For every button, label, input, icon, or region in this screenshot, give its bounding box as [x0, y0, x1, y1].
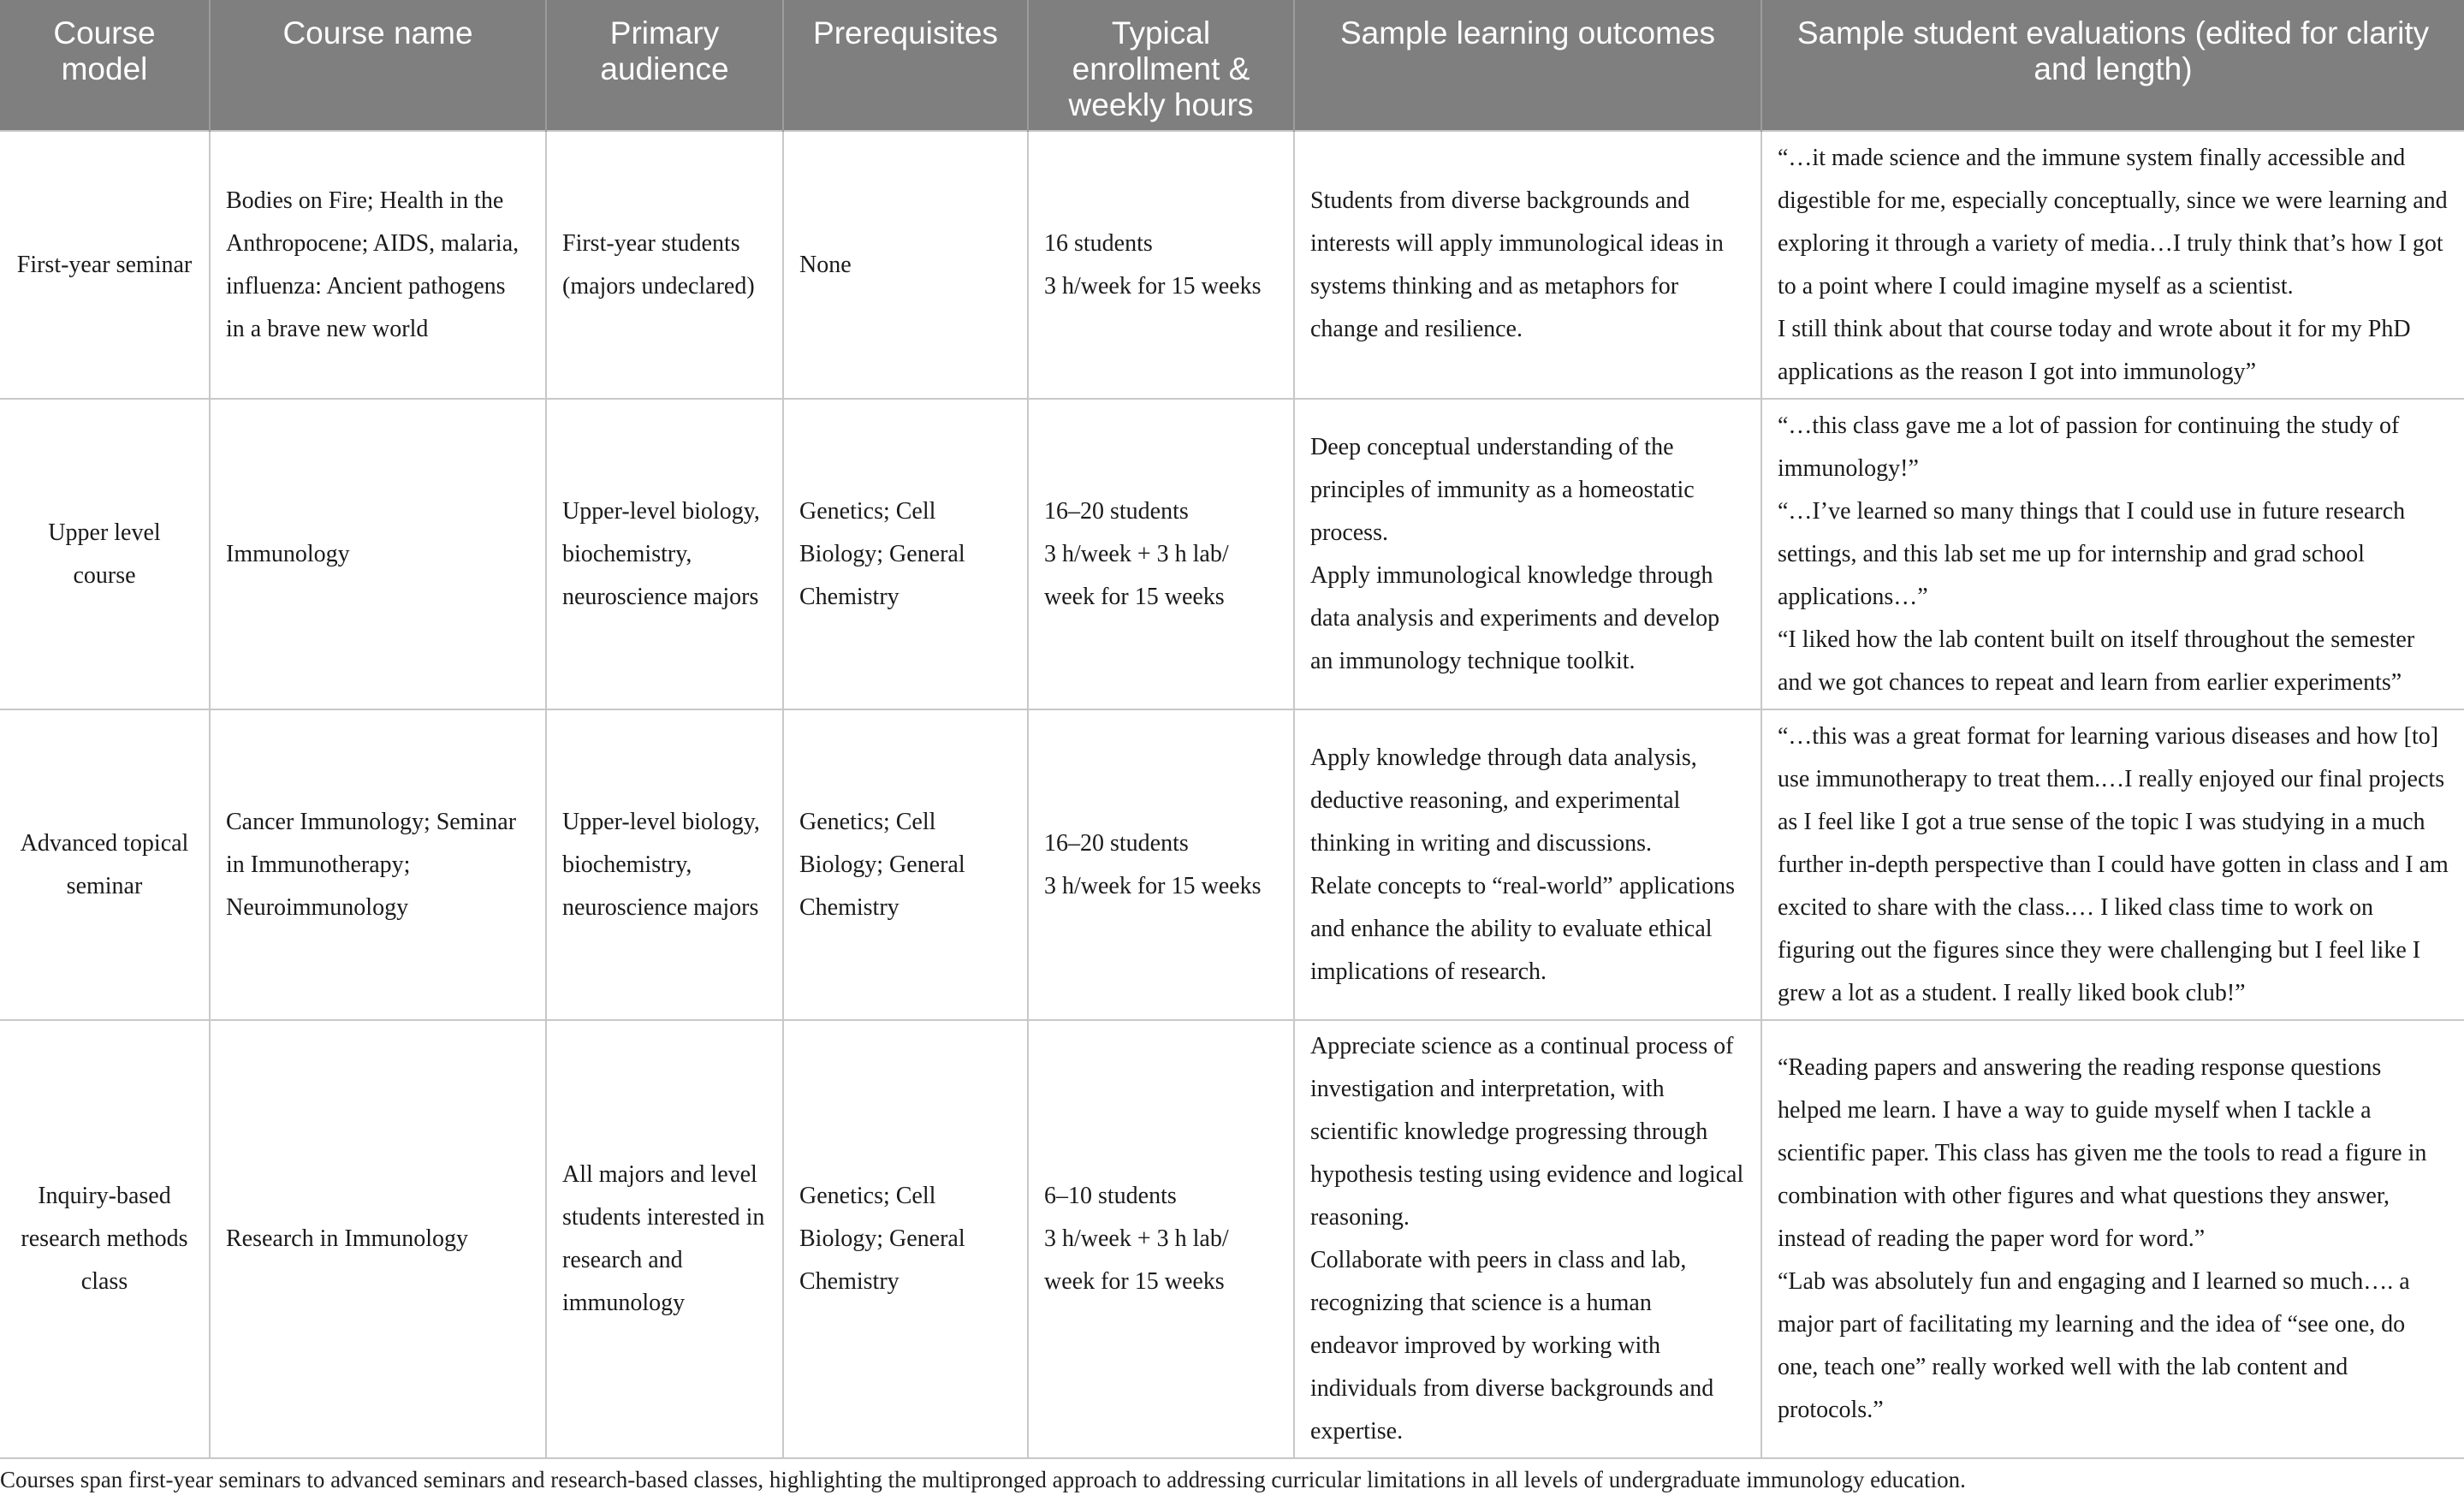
- enrollment-hours: 3 h/week for 15 weeks: [1044, 272, 1262, 300]
- learning-outcome: Students from diverse backgrounds and interests will apply immunological ideas in systems thinking and as metaphors for change and resilience.: [1310, 187, 1724, 342]
- enrollment-hours: 3 h/week + 3 h lab/ week for 15 weeks: [1044, 1225, 1229, 1295]
- table-row: [0, 709, 2464, 1020]
- header-enrollment: Typical enrollment & weekly hours: [1028, 0, 1294, 131]
- enrollment-hours: 3 h/week + 3 h lab/ week for 15 weeks: [1044, 540, 1229, 610]
- student-evaluation: “…it made science and the immune system finally accessible and digestible for me, especially conceptually, since we were learning and exploring it through a variety of media…I truly think that’s how I got to a point where I could imagine myself as a scientist.: [1778, 144, 2448, 300]
- enrollment-cell: [1028, 1020, 1294, 1458]
- student-evaluation: “I liked how the lab content built on itself throughout the semester and we got chances to repeat and learn from earlier experiments”: [1778, 626, 2415, 696]
- enrollment-cell: [1028, 399, 1294, 709]
- enrollment-students: 6–10 students: [1044, 1183, 1177, 1209]
- header-learning-outcomes: Sample learning outcomes: [1294, 0, 1761, 131]
- prerequisites-cell: Genetics; Cell Biology; General Chemistry: [783, 709, 1028, 1020]
- table-row: [0, 399, 2464, 709]
- student-evaluations-cell: [1761, 131, 2464, 399]
- student-evaluation: “…this class gave me a lot of passion for continuing the study of immunology!”: [1778, 412, 2400, 482]
- header-prerequisites: Prerequisites: [783, 0, 1028, 131]
- prerequisites-cell: None: [783, 131, 1028, 399]
- enrollment-students: 16–20 students: [1044, 829, 1189, 857]
- learning-outcomes-cell: [1294, 131, 1761, 399]
- prerequisites-cell: Genetics; Cell Biology; General Chemistry: [783, 399, 1028, 709]
- header-primary-audience: Primary audience: [546, 0, 783, 131]
- course-name-cell: Research in Immunology: [210, 1020, 546, 1458]
- learning-outcomes-cell: [1294, 399, 1761, 709]
- student-evaluations-cell: [1761, 399, 2464, 709]
- header-student-evaluations: Sample student evaluations (edited for clarity and length): [1761, 0, 2464, 131]
- enrollment-students: 16–20 students: [1044, 497, 1189, 525]
- table-row: [0, 131, 2464, 399]
- student-evaluation: I still think about that course today and wrote about it for my PhD applications as the reason I got into immunology”: [1778, 315, 2411, 385]
- primary-audience-cell: First-year students (majors undeclared): [546, 131, 783, 399]
- course-name-cell: Cancer Immunology; Seminar in Immunotherapy; Neuroimmunology: [210, 709, 546, 1020]
- enrollment-cell: [1028, 709, 1294, 1020]
- header-row: [0, 0, 2464, 131]
- primary-audience-cell: Upper-level biology, biochemistry, neuroscience majors: [546, 399, 783, 709]
- table-footnote: Courses span first-year seminars to advanced seminars and research-based classes, highlighting the multipronged approach to addressing curricular limitations in all levels of undergraduate immunology education.: [0, 1467, 1966, 1492]
- learning-outcome: Apply knowledge through data analysis, deductive reasoning, and experimental thinking in writing and discussions.: [1310, 744, 1697, 857]
- learning-outcomes-cell: [1294, 1020, 1761, 1458]
- header-course-model: Course model: [0, 0, 210, 131]
- student-evaluation: “Reading papers and answering the reading response questions helped me learn. I have a way to guide myself when I tackle a scientific paper. This class has given me the tools to read a figure in combination with other figures and what questions they answer, instead of reading the paper word for word.”: [1778, 1054, 2427, 1252]
- student-evaluations-cell: [1761, 1020, 2464, 1458]
- course-model-cell: Inquiry-based research methods class: [0, 1020, 210, 1458]
- learning-outcome: Deep conceptual understanding of the principles of immunity as a homeostatic process.: [1310, 433, 1695, 546]
- enrollment-students: 16 students: [1044, 229, 1153, 257]
- student-evaluation: “Lab was absolutely fun and engaging and I learned so much…. a major part of facilitating my learning and the idea of “see one, do one, teach one” really worked well with the lab content and protocols.”: [1778, 1268, 2410, 1423]
- course-name-cell: Immunology: [210, 399, 546, 709]
- learning-outcome: Apply immunological knowledge through data analysis and experiments and develop an immunology technique toolkit.: [1310, 561, 1720, 674]
- student-evaluation: “…this was a great format for learning various diseases and how [to] use immunotherapy to treat them.…I really enjoyed our final projects as I feel like I got a true sense of the topic I was studying in a much further in-depth perspective than I could have gotten in class and I am excited to share with the class.… I liked class time to work on figuring out the figures since they were challenging but I feel like I grew a lot as a student. I really liked book club!”: [1778, 722, 2449, 1006]
- enrollment-hours: 3 h/week for 15 weeks: [1044, 872, 1262, 899]
- course-model-cell: Upper level course: [0, 399, 210, 709]
- primary-audience-cell: All majors and level students interested in research and immunology: [546, 1020, 783, 1458]
- table-row: [0, 1020, 2464, 1458]
- learning-outcome: Collaborate with peers in class and lab, recognizing that science is a human endeavor improved by working with individuals from diverse backgrounds and expertise.: [1310, 1247, 1714, 1445]
- learning-outcome: Relate concepts to “real-world” applications and enhance the ability to evaluate ethical implications of research.: [1310, 872, 1736, 985]
- student-evaluations-cell: [1761, 709, 2464, 1020]
- enrollment-cell: [1028, 131, 1294, 399]
- student-evaluation: “…I’ve learned so many things that I could use in future research settings, and this lab set me up for internship and grad school applications…”: [1778, 497, 2406, 610]
- prerequisites-cell: Genetics; Cell Biology; General Chemistry: [783, 1020, 1028, 1458]
- course-name-cell: Bodies on Fire; Health in the Anthropocene; AIDS, malaria, influenza: Ancient pathogens in a brave new world: [210, 131, 546, 399]
- learning-outcomes-cell: [1294, 709, 1761, 1020]
- course-model-cell: Advanced topical seminar: [0, 709, 210, 1020]
- learning-outcome: Appreciate science as a continual process of investigation and interpretation, with scientific knowledge progressing through hypothesis testing using evidence and logical reasoning.: [1310, 1033, 1744, 1231]
- primary-audience-cell: Upper-level biology, biochemistry, neuroscience majors: [546, 709, 783, 1020]
- course-model-cell: First-year seminar: [0, 131, 210, 399]
- header-course-name: Course name: [210, 0, 546, 131]
